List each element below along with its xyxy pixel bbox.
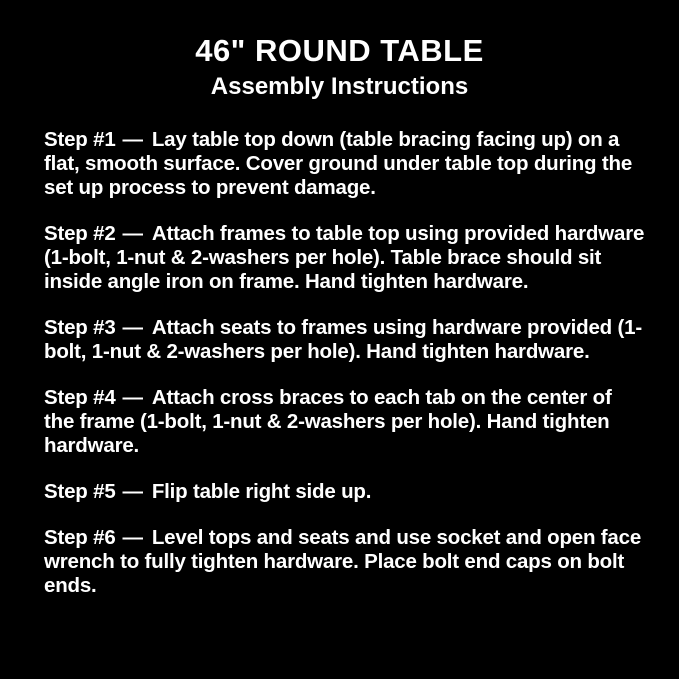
- step-item: [44, 526, 645, 598]
- step-dash: —: [122, 526, 143, 549]
- step-item: [44, 222, 645, 294]
- step-label: Step #3: [44, 316, 116, 339]
- step-label: Step #4: [44, 386, 116, 409]
- step-item: [44, 386, 645, 458]
- step-dash: —: [122, 480, 143, 503]
- step-item: [44, 316, 645, 364]
- step-label: Step #1: [44, 128, 116, 151]
- step-text: Attach cross braces to each tab on the center of the frame (1-bolt, 1-nut & 2-washers per hole). Hand tighten hardware.: [44, 386, 612, 457]
- page-title: 46" ROUND TABLE: [195, 33, 484, 68]
- step-text: Flip table right side up.: [151, 480, 372, 503]
- page-subtitle: Assembly Instructions: [210, 73, 469, 100]
- step-item: [44, 480, 645, 504]
- step-label: Step #6: [44, 526, 116, 549]
- step-dash: —: [122, 128, 143, 151]
- instructions-list: [44, 128, 645, 598]
- step-text: Attach seats to frames using hardware provided (1-bolt, 1-nut & 2-washers per hole). Hand tighten hardware.: [44, 316, 642, 363]
- step-label: Step #5: [44, 480, 116, 503]
- step-dash: —: [122, 222, 143, 245]
- step-item: [44, 128, 645, 200]
- step-dash: —: [122, 386, 143, 409]
- step-text: Lay table top down (table bracing facing up) on a flat, smooth surface. Cover ground under table top during the set up process to prevent damage.: [44, 128, 633, 199]
- step-text: Level tops and seats and use socket and open face wrench to fully tighten hardware. Place bolt end caps on bolt ends.: [44, 526, 642, 597]
- step-label: Step #2: [44, 222, 116, 245]
- step-text: Attach frames to table top using provided hardware (1-bolt, 1-nut & 2-washers per hole). Table brace should sit inside angle iron on frame. Hand tighten hardware.: [44, 222, 645, 293]
- step-dash: —: [122, 316, 143, 339]
